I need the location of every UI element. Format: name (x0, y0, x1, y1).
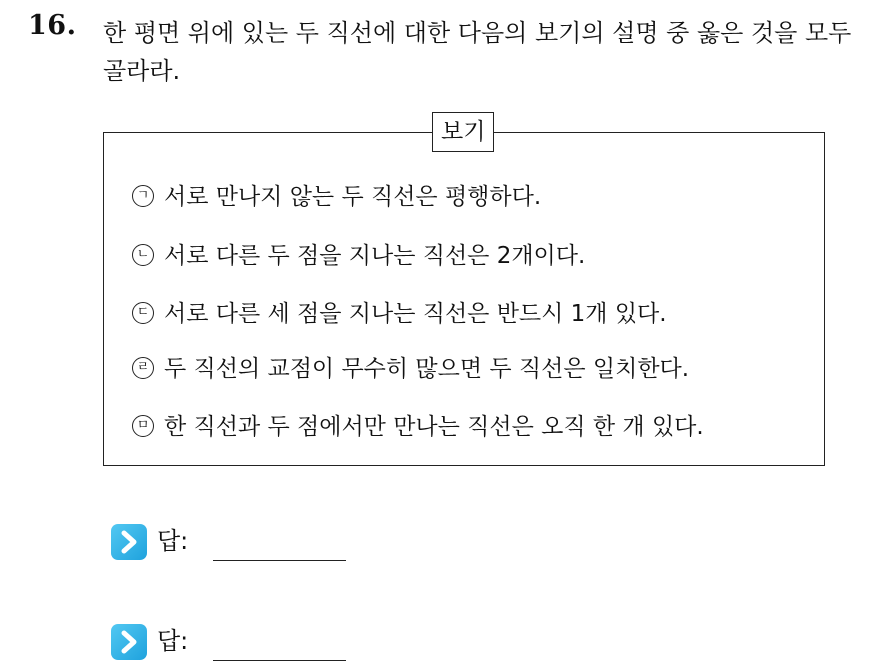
list-item (132, 182, 541, 212)
chevron-right-icon (111, 624, 147, 660)
question-number: 16. (28, 10, 77, 41)
item-marker: ㄹ (132, 357, 154, 379)
question-text: 한 평면 위에 있는 두 직선에 대한 다음의 보기의 설명 중 옳은 것을 모두 골라라. (103, 19, 852, 85)
item-text: 한 직선과 두 점에서만 만나는 직선은 오직 한 개 있다. (164, 414, 704, 440)
item-text: 서로 만나지 않는 두 직선은 평행하다. (164, 184, 542, 210)
chevron-right-icon (111, 524, 147, 560)
answer-input[interactable] (213, 660, 346, 661)
item-text: 서로 다른 세 점을 지나는 직선은 반드시 1개 있다. (164, 301, 667, 327)
item-text: 서로 다른 두 점을 지나는 직선은 2개이다. (164, 243, 586, 269)
example-box (103, 119, 825, 466)
item-marker: ㅁ (132, 415, 154, 437)
item-text: 두 직선의 교점이 무수히 많으면 두 직선은 일치한다. (164, 356, 690, 382)
item-marker: ㄴ (132, 244, 154, 266)
item-marker: ㄱ (132, 185, 154, 207)
example-box-label: 보기 (432, 112, 494, 152)
list-item (132, 354, 689, 384)
answer-label: 답: (157, 527, 189, 555)
answer-label: 답: (157, 627, 189, 655)
answer-input[interactable] (213, 560, 346, 561)
list-item (132, 412, 704, 442)
list-item (132, 241, 585, 271)
list-item (132, 299, 667, 329)
item-marker: ㄷ (132, 302, 154, 324)
